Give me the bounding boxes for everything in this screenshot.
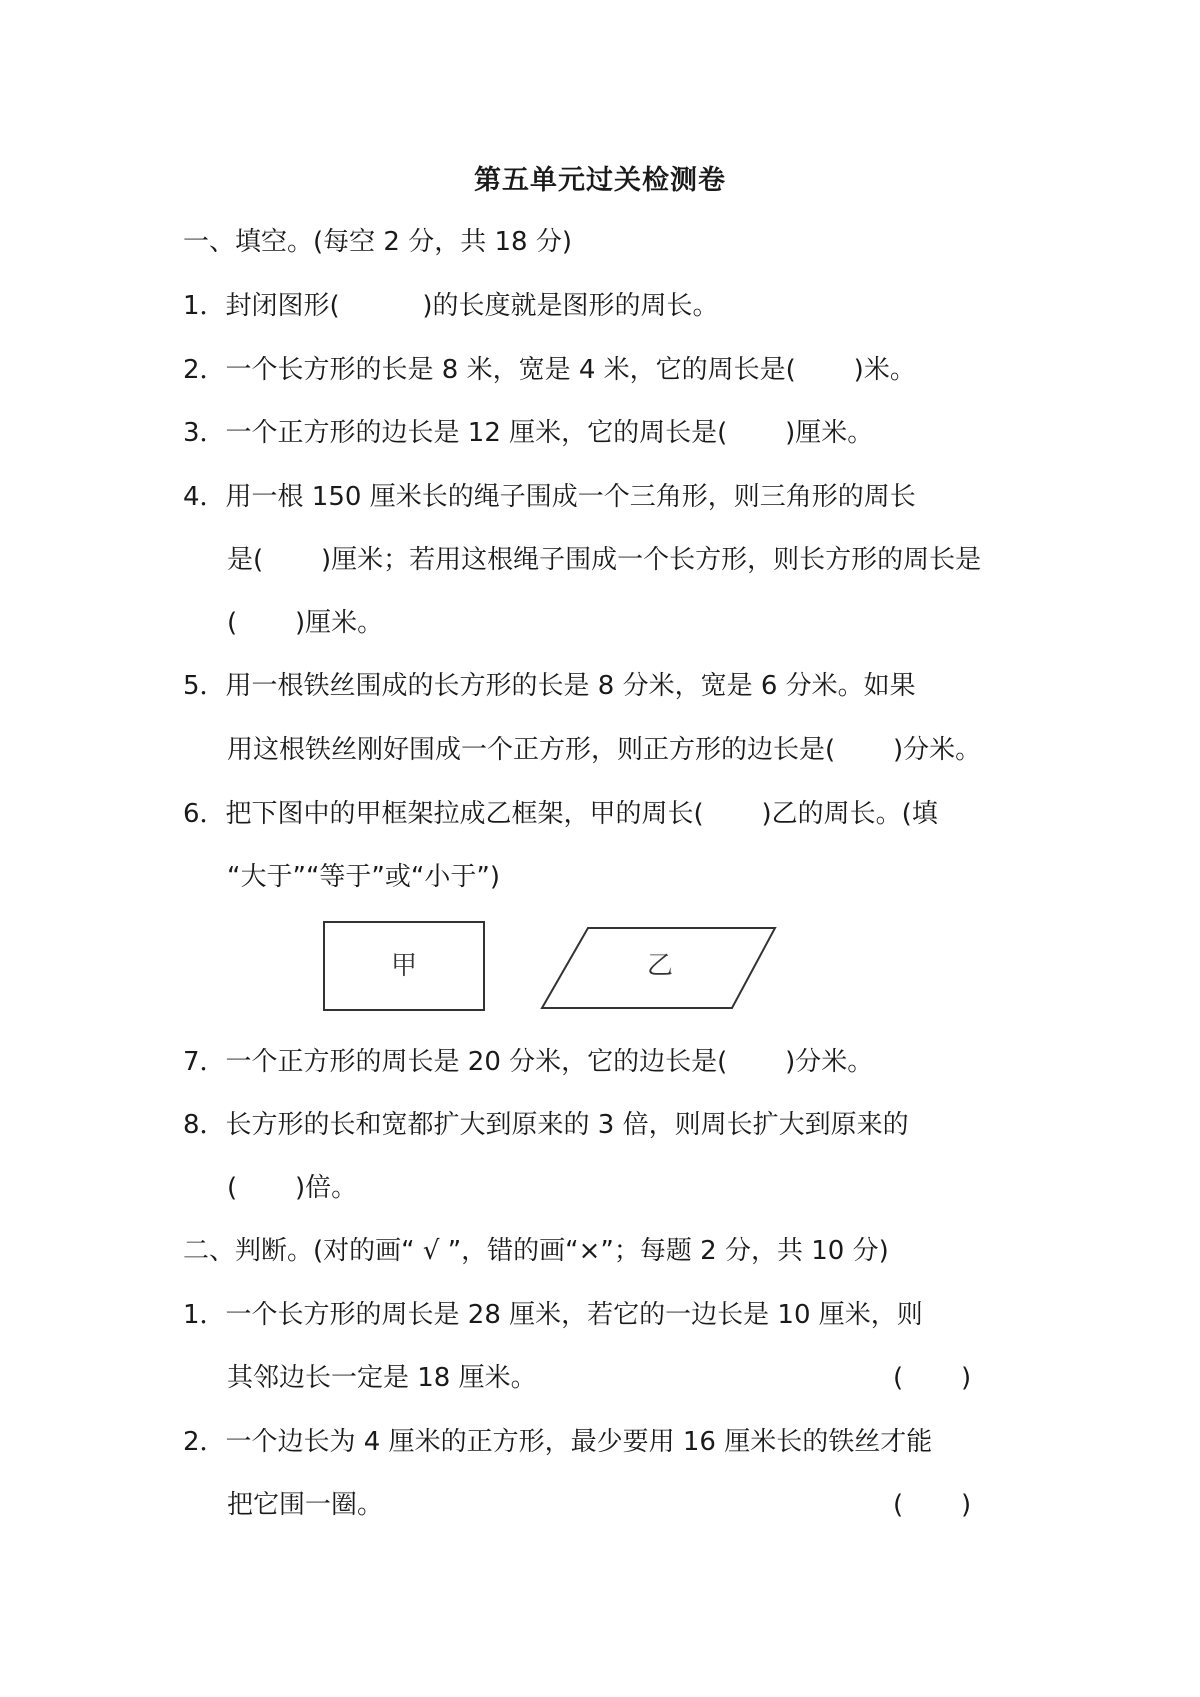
judgement-2-answer-box: ( ) [893, 1490, 972, 1520]
judgement-1-answer-box: ( ) [893, 1363, 972, 1393]
page-title: 第五单元过关检测卷 [474, 165, 726, 196]
question-1-2: 2．一个长方形的长是 8 米，宽是 4 米，它的周长是( )米。 [183, 355, 916, 385]
question-1-4-line2: 是( )厘米；若用这根绳子围成一个长方形，则长方形的周长是 [227, 545, 982, 575]
question-1-1: 1．封闭图形( )的长度就是图形的周长。 [183, 291, 719, 321]
section2-heading: 二、判断。(对的画“ √ ”，错的画“×”；每题 2 分，共 10 分) [183, 1236, 889, 1266]
question-1-4-line1: 4．用一根 150 厘米长的绳子围成一个三角形，则三角形的周长 [183, 482, 916, 512]
question-1-8-line1: 8．长方形的长和宽都扩大到原来的 3 倍，则周长扩大到原来的 [183, 1110, 909, 1140]
judgement-2-line2: 把它围一圈。 [227, 1490, 384, 1520]
question-1-5-line1: 5．用一根铁丝围成的长方形的长是 8 分米，宽是 6 分米。如果 [183, 671, 916, 701]
question-1-8-line2: ( )倍。 [227, 1173, 358, 1203]
question-1-6-line1: 6．把下图中的甲框架拉成乙框架，甲的周长( )乙的周长。(填 [183, 799, 938, 829]
question-1-3: 3．一个正方形的边长是 12 厘米，它的周长是( )厘米。 [183, 418, 874, 448]
question-1-4-line3: ( )厘米。 [227, 608, 384, 638]
question-1-5-line2: 用这根铁丝刚好围成一个正方形，则正方形的边长是( )分米。 [227, 735, 982, 765]
question-1-6-line2: “大于”“等于”或“小于”) [227, 862, 500, 892]
judgement-1-line2: 其邻边长一定是 18 厘米。 [227, 1363, 537, 1393]
frame-rectangle-label: 甲 [390, 951, 418, 981]
section1-heading: 一、填空。(每空 2 分，共 18 分) [183, 227, 572, 257]
question-1-7: 7．一个正方形的周长是 20 分米，它的边长是( )分米。 [183, 1047, 874, 1077]
judgement-1-line1: 1．一个长方形的周长是 28 厘米，若它的一边长是 10 厘米，则 [183, 1300, 923, 1330]
figure-frames [320, 918, 790, 1018]
judgement-2-line1: 2．一个边长为 4 厘米的正方形，最少要用 16 厘米长的铁丝才能 [183, 1427, 933, 1457]
frame-parallelogram-label: 乙 [646, 951, 674, 981]
